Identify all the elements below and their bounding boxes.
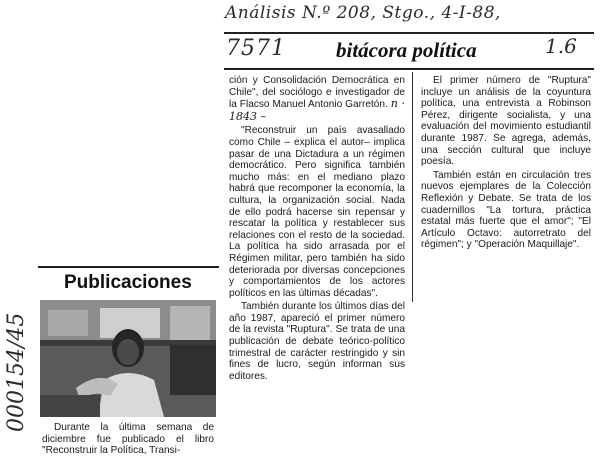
handwritten-archive-number: 7571: [226, 36, 286, 61]
publicaciones-title: Publicaciones: [64, 272, 192, 293]
article-paragraph: El primer número de "Ruptura" incluye un análisis de la coyuntura política, una entrevista a Robinson Pérez, dirigente socialista, y una evaluación del movimiento estudiantil durante 1987. Se agrega, además, una sección cultural que incluye poesía.: [421, 75, 591, 168]
article-paragraph: También están en circulación tres nuevos ejemplares de la Colección Reflexión y Debate. Se trata de los cuadernillos "La tortura, práctica estatal más fuerte que el amor"; "El Artículo Octavo: autorretrato del régimen"; y "Operación Maquillaje".: [421, 169, 591, 251]
handwritten-page-number: 1.6: [545, 34, 577, 58]
handwritten-side-code: 000154/45: [4, 312, 29, 432]
article-paragraph: ción y Consolidación Democrática en Chile", del sociólogo e investigador de la Flacso Manuel Antonio Garretón. n · 1843 –: [229, 75, 405, 123]
article-paragraph: También durante los últimos días del año 1987, apareció el primer número de la revista "Ruptura". Se trata de una publicación de debate teórico-político trimestral de carácter restringido y sin fines de lucro, según informan sus editores.: [229, 301, 405, 382]
article-column-right: [421, 75, 591, 251]
article-column-middle: [229, 75, 405, 382]
handwritten-insert: n · 1843 –: [229, 97, 405, 123]
publicaciones-text: [42, 422, 214, 457]
article-paragraph: Durante la última semana de diciembre fue publicado el libro "Reconstruir la Política, Transi-: [42, 422, 214, 457]
handwritten-source-note: Análisis N.º 208, Stgo., 4-I-88,: [225, 3, 501, 23]
section-title: bitácora política: [336, 38, 477, 62]
column-divider: [412, 72, 413, 302]
author-photo: [40, 300, 216, 417]
author-photo-illustration: [40, 300, 216, 417]
article-paragraph: "Reconstruir un país avasallado como Chile – explica el autor– implica pasar de una Dictadura a un régimen democrático. Pero significa también mucho más: en el mediano plazo habrá que recomponer la economía, la cultura, la organización social. Nada de ello podrá hacerse sin repensar y rescatar la política y restablecer sus relaciones con el resto de la sociedad. La política ha sido arrasada por el Régimen militar, pero también ha sido deteriorada por diversas concepciones y comportamientos de los actores políticos en las últimas décadas".: [229, 125, 405, 299]
